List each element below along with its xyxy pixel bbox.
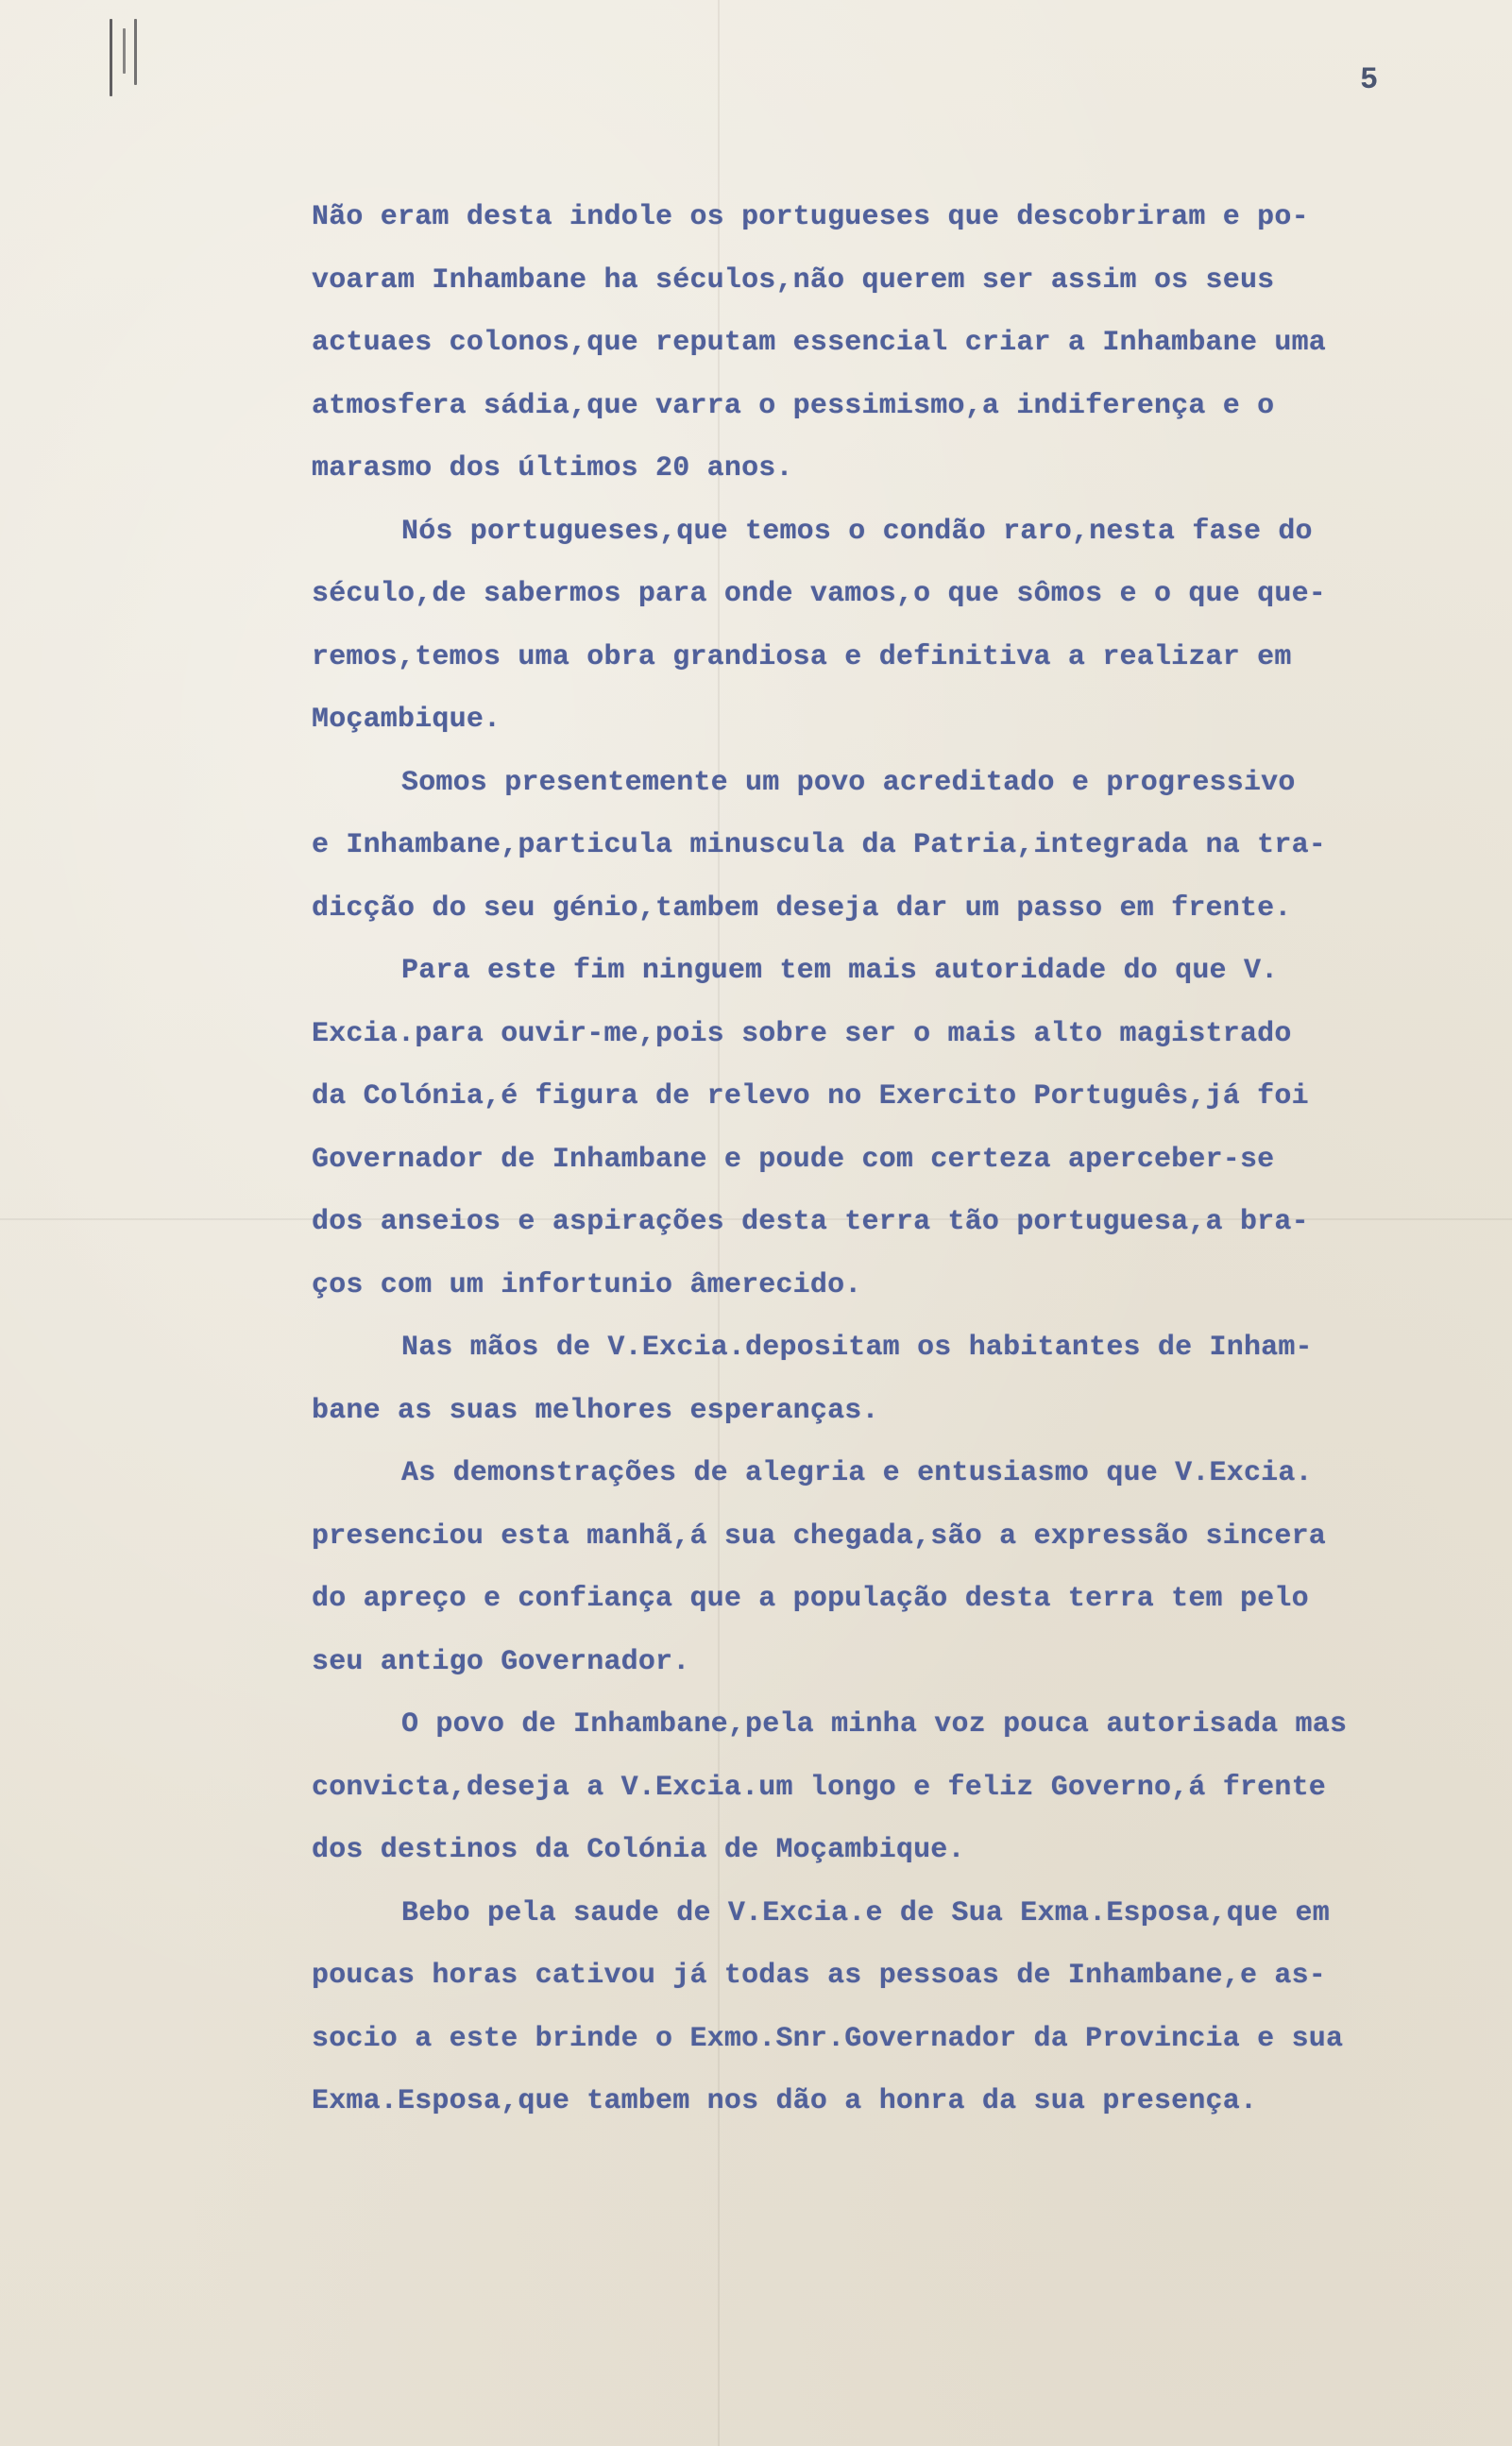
text-line: ços com um infortunio âmerecido.: [312, 1268, 862, 1301]
text-line: da Colónia,é figura de relevo no Exercito Português,já foi: [312, 1080, 1309, 1113]
typed-letter-body: [312, 186, 1436, 2133]
binding-mark: [110, 19, 112, 96]
text-line: voaram Inhambane ha séculos,não querem ser assim os seus: [312, 263, 1275, 297]
paragraph: [312, 1316, 1436, 1442]
text-line: do apreço e confiança que a população desta terra tem pelo: [312, 1583, 1309, 1615]
text-line: bane as suas melhores esperanças.: [312, 1394, 879, 1427]
text-line: Moçambique.: [312, 704, 501, 736]
text-line: e Inhambane,particula minuscula da Patria,integrada na tra-: [312, 829, 1326, 861]
text-line: marasmo dos últimos 20 anos.: [312, 452, 793, 484]
paragraph: [312, 186, 1436, 501]
text-line: As demonstrações de alegria e entusiasmo que V.Excia.: [401, 1457, 1313, 1489]
text-line: socio a este brinde o Exmo.Snr.Governador da Provincia e sua: [312, 2022, 1344, 2055]
paragraph: [312, 940, 1436, 1316]
paragraph: [312, 1442, 1436, 1693]
text-line: Nós portugueses,que temos o condão raro,nesta fase do: [401, 515, 1313, 548]
text-line: Exma.Esposa,que tambem nos dão a honra da sua presença.: [312, 2085, 1258, 2117]
text-line: século,de sabermos para onde vamos,o que sômos e o que que-: [312, 578, 1326, 610]
paragraph: [312, 752, 1436, 941]
text-line: dicção do seu génio,tambem deseja dar um passo em frente.: [312, 892, 1292, 925]
binding-mark: [123, 28, 126, 74]
text-line: presenciou esta manhã,á sua chegada,são a expressão sincera: [312, 1520, 1326, 1553]
text-line: seu antigo Governador.: [312, 1645, 690, 1678]
paragraph: [312, 501, 1436, 752]
text-line: Nas mãos de V.Excia.depositam os habitantes de Inham-: [401, 1332, 1313, 1364]
paragraph: [312, 1882, 1436, 2133]
binding-mark: [134, 19, 137, 85]
text-line: Governador de Inhambane e poude com certeza aperceber-se: [312, 1143, 1275, 1176]
text-line: dos anseios e aspirações desta terra tão portuguesa,a bra-: [312, 1206, 1309, 1238]
text-line: poucas horas cativou já todas as pessoas de Inhambane,e as-: [312, 1960, 1326, 1992]
text-line: O povo de Inhambane,pela minha voz pouca autorisada mas: [401, 1708, 1348, 1741]
text-line: Excia.para ouvir-me,pois sobre ser o mais alto magistrado: [312, 1017, 1292, 1050]
text-line: actuaes colonos,que reputam essencial criar a Inhambane uma: [312, 327, 1326, 359]
page-number: 5: [1360, 62, 1379, 97]
text-line: remos,temos uma obra grandiosa e definitiva a realizar em: [312, 640, 1292, 673]
text-line: Não eram desta indole os portugueses que descobriram e po-: [312, 201, 1309, 233]
text-line: Para este fim ninguem tem mais autoridade do que V.: [401, 955, 1279, 987]
text-line: convicta,deseja a V.Excia.um longo e feliz Governo,á frente: [312, 1771, 1326, 1804]
text-line: atmosfera sádia,que varra o pessimismo,a indiferença e o: [312, 389, 1275, 422]
text-line: dos destinos da Colónia de Moçambique.: [312, 1834, 965, 1866]
text-line: Somos presentemente um povo acreditado e progressivo: [401, 766, 1296, 799]
text-line: Bebo pela saude de V.Excia.e de Sua Exma.Esposa,que em: [401, 1896, 1330, 1929]
paragraph: [312, 1693, 1436, 1882]
